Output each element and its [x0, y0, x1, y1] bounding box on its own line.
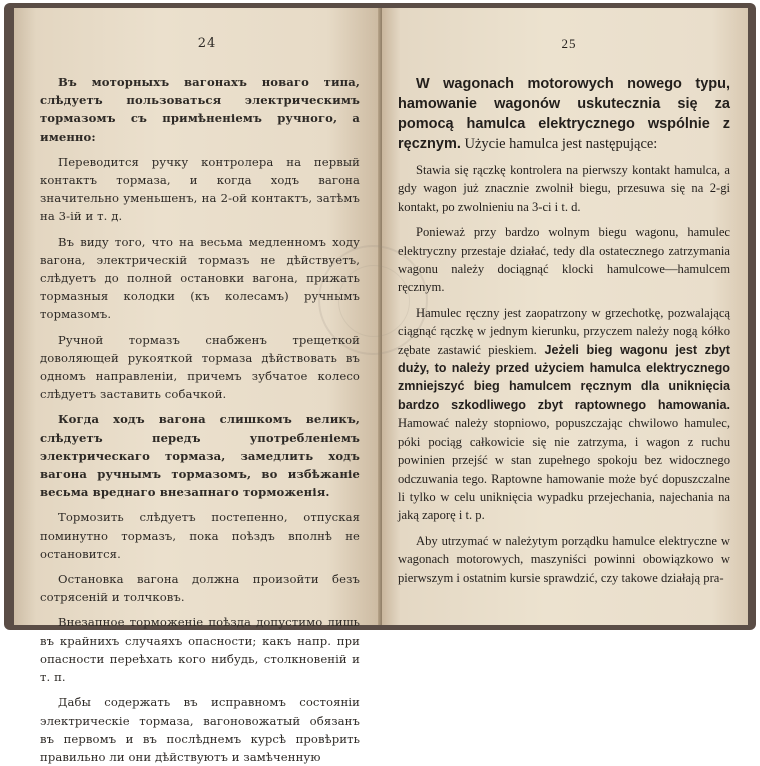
left-paragraph: Дабы содержать въ исправномъ состояніи электрическіе тормаза, вагоновожатый обязанъ въ первомъ и въ послѣднемъ курсѣ провѣрить правильно ли они дѣйствуютъ и замѣченную — [40, 695, 360, 764]
right-paragraph — [398, 74, 730, 154]
left-page-body — [40, 73, 360, 766]
left-page — [14, 8, 382, 764]
left-paragraph: Внезапное торможеніе поѣзда допустимо лишь въ крайнихъ случаяхъ опасности; какъ напр. при опасности переѣхать кого нибудь, столкновеній и т. п. — [40, 615, 360, 685]
body-text: Hamować należy stopniowo, popuszczając chwilowo hamulec, póki pociąg całkowicie się nie zatrzyma, i wagon z ruchu powinien przejść w stan zupełnego spokoju bez widocznego odczuwania tego. Raptowne hamowanie może być dopuszczalne li tylko w celu uniknięcia wypadku przejechania, najechania na jaką zaporę i t. p. — [398, 416, 730, 523]
body-text: Ponieważ przy bardzo wolnym biegu wagonu, hamulec elektryczny przestaje działać, tedy dla ostatecznego zatrzymania wagonu należy dociągnąć klocki hamulcowe—hamulcem ręcznym. — [398, 225, 730, 295]
right-page-body — [398, 74, 730, 587]
right-paragraph — [398, 161, 730, 216]
left-paragraph: Переводится ручку контролера на первый контактъ тормаза, и когда ходъ вагона значительно уменьшенъ, на 2-ой контактъ, затѣмъ на 3-ій и т. д. — [40, 154, 360, 224]
emphasized-text: Jeżeli bieg wagonu jest zbyt duży, to należy przed użyciem hamulca elektrycznego zmniejszyć bieg hamulcem ręcznym dla uniknięcia bardzo szkodliwego zbyt raptownego hamowania. — [398, 342, 730, 412]
right-page-number: 25 — [561, 36, 577, 51]
left-page-number: 24 — [197, 36, 217, 51]
left-paragraph: Въ моторныхъ вагонахъ новаго типа, слѣдуетъ пользоваться электрическимъ тормазомъ съ примѣненіемъ ручного, а именно: — [40, 75, 360, 144]
body-text: Użycie hamulca jest następujące: — [460, 136, 658, 152]
body-text: Hamulec ręczny jest zaopatrzony w grzechotkę, pozwalającą ciągnąć rączkę w jednym kierunku, przyczem należy nogą kółko zębate zastawić pieskiem. — [398, 305, 730, 357]
right-paragraph — [398, 304, 730, 525]
emphasized-text: W wagonach motorowych nowego typu, hamowanie wagonów uskutecznia się za pomocą hamulca elektrycznego wspólnie z ręcznym. — [398, 76, 730, 152]
right-paragraph — [398, 223, 730, 297]
left-paragraph: Когда ходъ вагона слишкомъ великъ, слѣдуетъ передъ употребленіемъ электрическаго тормаза, замедлить ходъ вагона ручнымъ тормазомъ, во избѣжаніе весьма вреднаго внезапнаго торможенія. — [40, 412, 360, 500]
left-paragraph: Остановка вагона должна произойти безъ сотрясеній и толчковъ. — [40, 572, 360, 605]
right-paragraph — [398, 532, 730, 587]
left-paragraph: Въ виду того, что на весьма медленномъ ходу вагона, электрическій тормазъ не дѣйствуетъ, слѣдуетъ до полной остановки вагона, прижать тормазныя колодки (къ колесамъ) ручнымъ тормазомъ. — [40, 234, 360, 322]
right-page — [382, 8, 748, 625]
body-text: Stawia się rączkę kontrolera na pierwszy kontakt hamulca, a gdy wagon już znacznie zwolnił biegu, przesuwa się na 2-gi kontakt, po zwolnieniu na 3-ci i t. d. — [398, 163, 730, 214]
left-paragraph: Ручной тормазъ снабженъ трещеткой доволяющей рукояткой тормаза дѣйствовать въ одномъ направленіи, причемъ зубчатое колесо слѣдуетъ заставить собачкой. — [40, 332, 360, 402]
body-text: Aby utrzymać w należytym porządku hamulce elektryczne w wagonach motorowych, maszyniści powinni obowiązkowo w pierwszym i ostatnim kursie sprawdzić, czy takowe działają pra- — [398, 533, 730, 585]
left-paragraph: Тормозить слѣдуетъ постепенно, отпуская поминутно тормазъ, пока поѣздъ вполнѣ не остановится. — [40, 510, 360, 561]
